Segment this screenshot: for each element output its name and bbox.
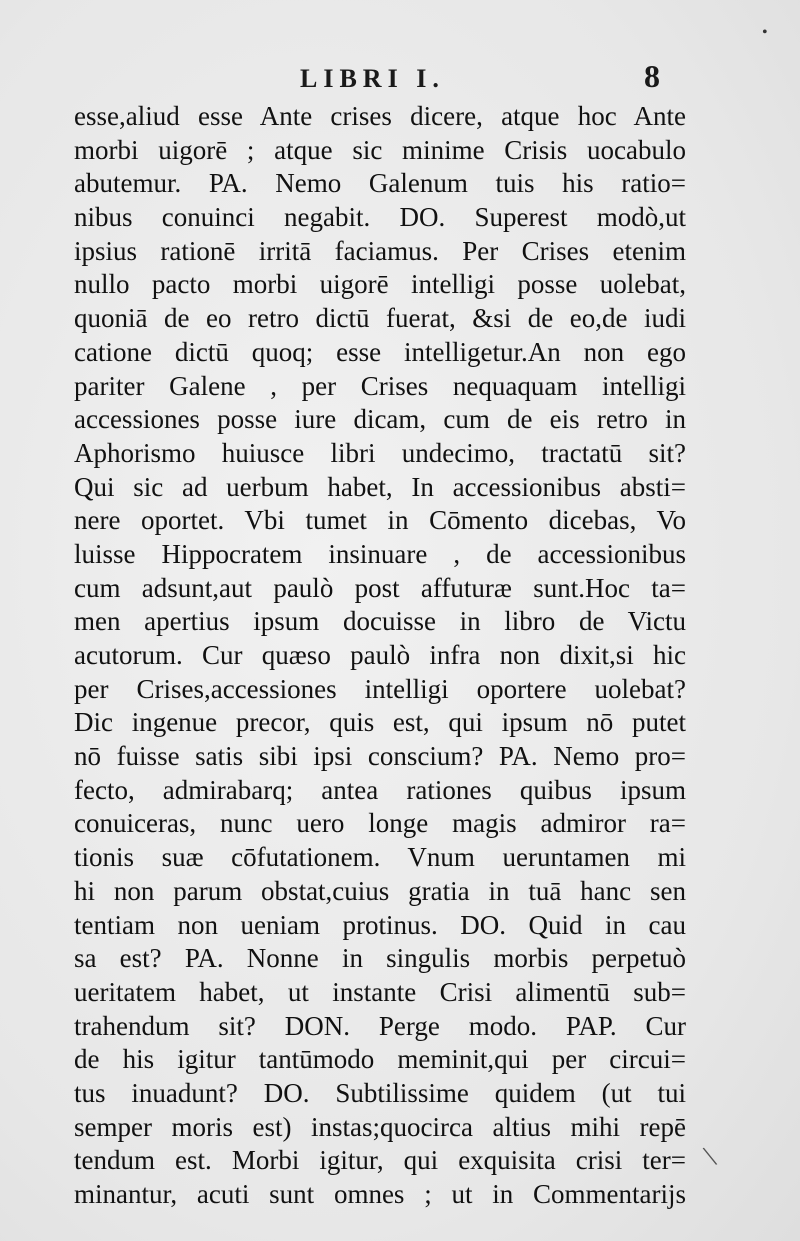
text-line: nibus conuinci negabit. DO. Superest modò,ut — [74, 202, 686, 233]
text-line: tionis suæ cōfutationem. Vnum ueruntamen mi — [74, 842, 686, 873]
text-line: sa est? PA. Nonne in singulis morbis perpetuò — [74, 943, 686, 974]
text-line: nullo pacto morbi uigorē intelligi posse uolebat, — [74, 269, 686, 300]
text-line: nō fuisse satis sibi ipsi conscium? PA. Nemo pro= — [74, 741, 686, 772]
text-line: Aphorismo huiusce libri undecimo, tractatū sit? — [74, 437, 686, 468]
text-line: ipsius rationē irritā faciamus. Per Crises etenim — [74, 235, 686, 266]
running-title: LIBRI I. — [300, 64, 445, 93]
text-line: conuiceras, nunc uero longe magis admiror ra= — [74, 808, 686, 839]
text-line: tendum est. Morbi igitur, qui exquisita crisi ter= — [74, 1145, 686, 1176]
text-line: quoniā de eo retro dictū fuerat, &si de eo,de iudi — [74, 303, 686, 334]
text-line: catione dictū quoq; esse intelligetur.An non ego — [74, 336, 686, 367]
text-line: trahendum sit? DON. Perge modo. PAP. Cur — [74, 1010, 686, 1041]
text-line: pariter Galene , per Crises nequaquam intelligi — [74, 370, 686, 401]
text-line: morbi uigorē ; atque sic minime Crisis uocabulo — [74, 134, 686, 165]
text-line: tus inuadunt? DO. Subtilissime quidem (ut tui — [74, 1077, 686, 1108]
text-line: Qui sic ad uerbum habet, In accessionibus absti= — [74, 471, 686, 502]
text-line: fecto, admirabarq; antea rationes quibus ipsum — [74, 774, 686, 805]
text-line: luisse Hippocratem insinuare , de accessionibus — [74, 538, 686, 569]
text-line: nere oportet. Vbi tumet in Cōmento dicebas, Vo — [74, 505, 686, 536]
text-line: hi non parum obstat,cuius gratia in tuā hanc sen — [74, 875, 686, 906]
margin-mark: • — [762, 24, 768, 41]
text-line: esse,aliud esse Ante crises dicere, atque hoc Ante — [74, 101, 686, 131]
text-line: acutorum. Cur quæso paulò infra non dixit,si hic — [74, 640, 686, 670]
text-line: cum adsunt,aut paulò post affuturæ sunt.Hoc ta= — [74, 572, 686, 603]
text-line: minantur, acuti sunt omnes ; ut in Commentarijs — [74, 1179, 686, 1209]
text-line: abutemur. PA. Nemo Galenum tuis his ratio= — [74, 168, 686, 199]
text-line: de his igitur tantūmodo meminit,qui per circui= — [74, 1044, 686, 1075]
text-line: semper moris est) instas;quocirca altius mihi repē — [74, 1111, 686, 1142]
text-line: tentiam non ueniam protinus. DO. Quid in cau — [74, 909, 686, 940]
margin-stroke: \ — [700, 1139, 720, 1174]
text-line: Dic ingenue precor, quis est, qui ipsum nō putet — [74, 707, 686, 738]
page-number: 8 — [644, 58, 660, 94]
text-line: per Crises,accessiones intelligi oportere uolebat? — [74, 673, 686, 704]
text-line: accessiones posse iure dicam, cum de eis retro in — [74, 404, 686, 435]
text-line: men apertius ipsum docuisse in libro de Victu — [74, 606, 686, 637]
text-block — [74, 100, 686, 1212]
text-line: ueritatem habet, ut instante Crisi alimentū sub= — [74, 976, 686, 1007]
